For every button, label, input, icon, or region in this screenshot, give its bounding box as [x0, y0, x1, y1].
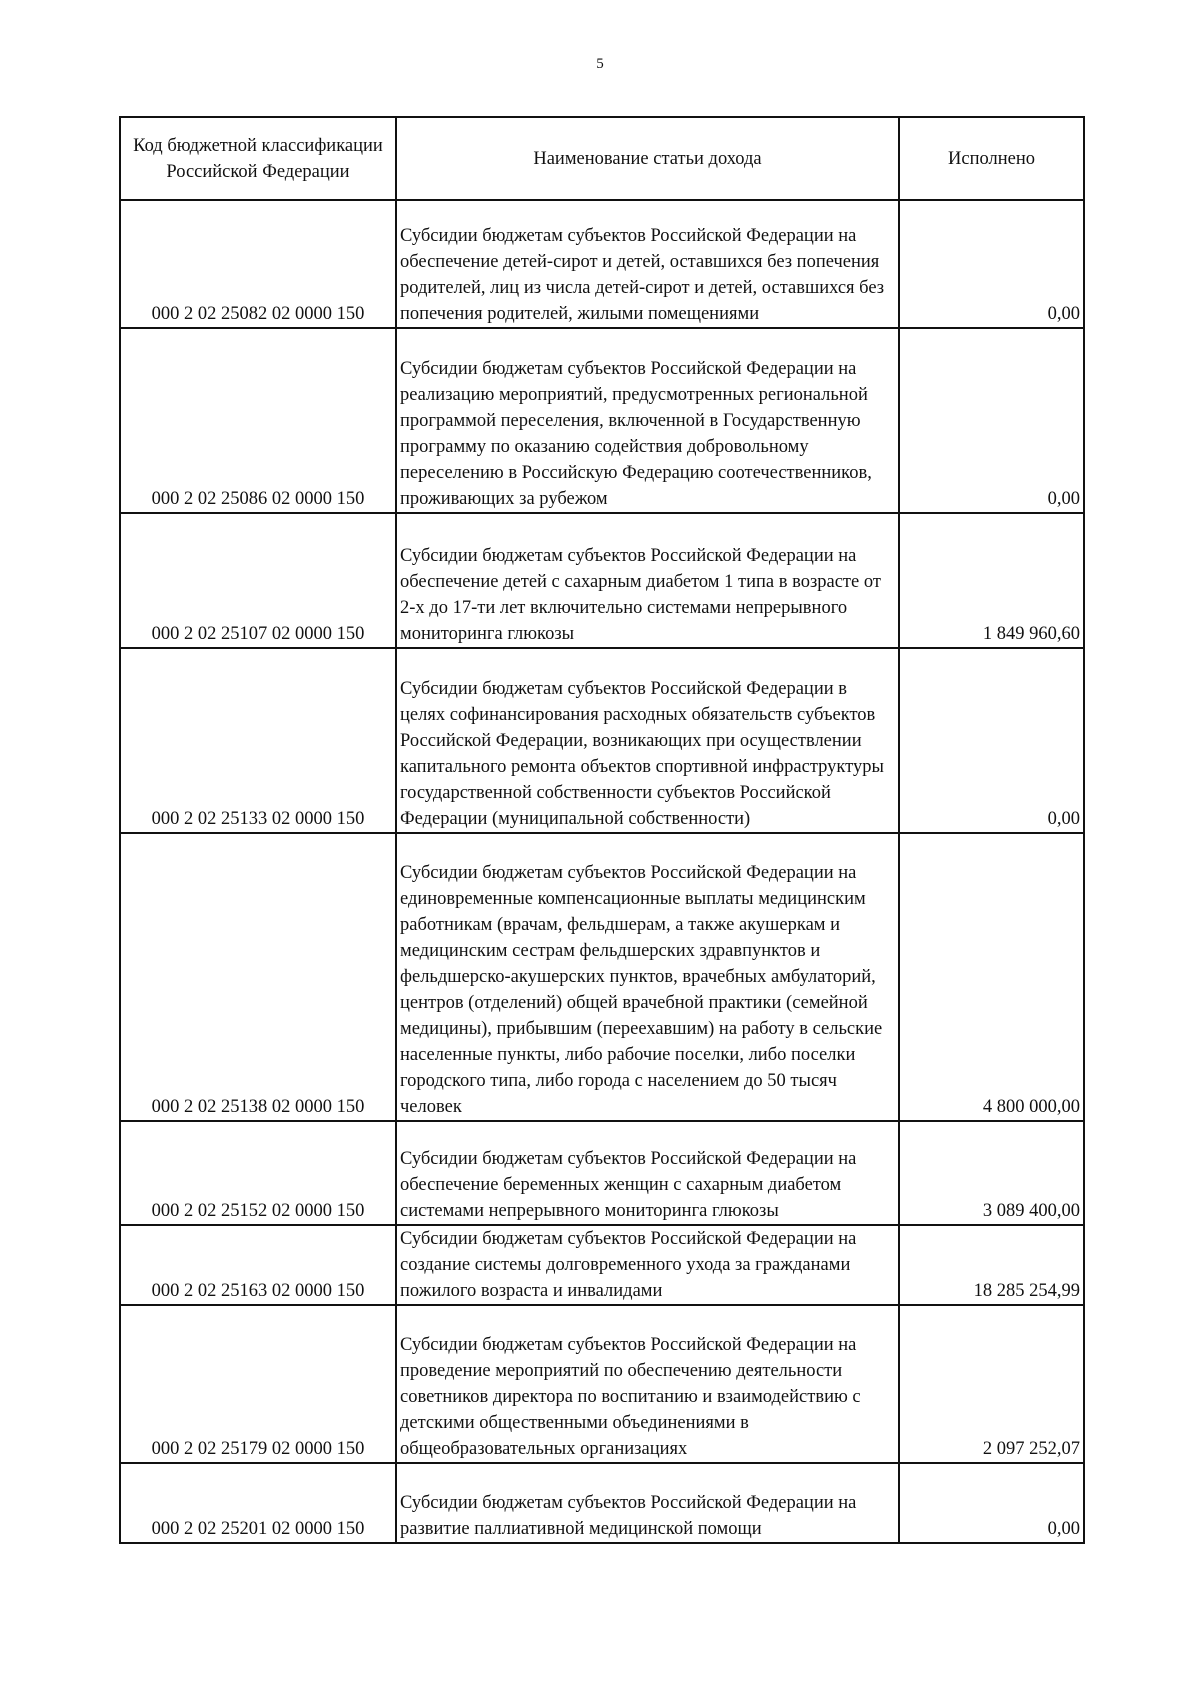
- row-executed: 0,00: [899, 648, 1084, 833]
- row-name: Субсидии бюджетам субъектов Российской Федерации на создание системы долговременного ухода за гражданами пожилого возраста и инвалидами: [396, 1225, 899, 1305]
- row-executed: 4 800 000,00: [899, 833, 1084, 1121]
- row-code: 000 2 02 25133 02 0000 150: [120, 648, 396, 833]
- row-executed: 0,00: [899, 200, 1084, 328]
- row-name: Субсидии бюджетам субъектов Российской Федерации на обеспечение детей-сирот и детей, оставшихся без попечения родителей, лиц из числа детей-сирот и детей, оставшихся без попечения родителей, жилыми помещениями: [396, 200, 899, 328]
- table-row: [120, 513, 1084, 648]
- row-name: Субсидии бюджетам субъектов Российской Федерации на обеспечение беременных женщин с сахарным диабетом системами непрерывного мониторинга глюкозы: [396, 1121, 899, 1225]
- row-executed: 1 849 960,60: [899, 513, 1084, 648]
- row-name: Субсидии бюджетам субъектов Российской Федерации на обеспечение детей с сахарным диабетом 1 типа в возрасте от 2-х до 17-ти лет включительно системами непрерывного мониторинга глюкозы: [396, 513, 899, 648]
- row-name: Субсидии бюджетам субъектов Российской Федерации в целях софинансирования расходных обязательств субъектов Российской Федерации, возникающих при осуществлении капитального ремонта объектов спортивной инфраструктуры государственной собственности субъектов Российской Федерации (муниципальной собственности): [396, 648, 899, 833]
- table-row: [120, 200, 1084, 328]
- income-table: [119, 116, 1085, 1544]
- row-code: 000 2 02 25163 02 0000 150: [120, 1225, 396, 1305]
- row-code: 000 2 02 25152 02 0000 150: [120, 1121, 396, 1225]
- table-row: [120, 1121, 1084, 1225]
- row-executed: 0,00: [899, 1463, 1084, 1543]
- header-code: Код бюджетной классификации Российской Федерации: [120, 117, 396, 200]
- header-name: Наименование статьи дохода: [396, 117, 899, 200]
- table-row: [120, 1305, 1084, 1463]
- row-executed: 0,00: [899, 328, 1084, 513]
- row-code: 000 2 02 25138 02 0000 150: [120, 833, 396, 1121]
- row-name: Субсидии бюджетам субъектов Российской Федерации на реализацию мероприятий, предусмотренных региональной программой переселения, включенной в Государственную программу по оказанию содействия добровольному переселению в Российскую Федерацию соотечественников, проживающих за рубежом: [396, 328, 899, 513]
- row-name: Субсидии бюджетам субъектов Российской Федерации на единовременные компенсационные выплаты медицинским работникам (врачам, фельдшерам, а также акушеркам и медицинским сестрам фельдшерских здравпунктов и фельдшерско-акушерских пунктов, врачебных амбулаторий, центров (отделений) общей врачебной практики (семейной медицины), прибывшим (переехавшим) на работу в сельские населенные пункты, либо рабочие поселки, либо поселки городского типа, либо города с населением до 50 тысяч человек: [396, 833, 899, 1121]
- row-executed: 2 097 252,07: [899, 1305, 1084, 1463]
- page-number: 5: [596, 56, 604, 72]
- row-name: Субсидии бюджетам субъектов Российской Федерации на проведение мероприятий по обеспечению деятельности советников директора по воспитанию и взаимодействию с детскими общественными объединениями в общеобразовательных организациях: [396, 1305, 899, 1463]
- table-row: [120, 833, 1084, 1121]
- header-executed: Исполнено: [899, 117, 1084, 200]
- table-header: [120, 117, 1084, 200]
- row-executed: 18 285 254,99: [899, 1225, 1084, 1305]
- row-name: Субсидии бюджетам субъектов Российской Федерации на развитие паллиативной медицинской помощи: [396, 1463, 899, 1543]
- row-executed: 3 089 400,00: [899, 1121, 1084, 1225]
- row-code: 000 2 02 25107 02 0000 150: [120, 513, 396, 648]
- row-code: 000 2 02 25086 02 0000 150: [120, 328, 396, 513]
- row-code: 000 2 02 25201 02 0000 150: [120, 1463, 396, 1543]
- table-row: [120, 1225, 1084, 1305]
- row-code: 000 2 02 25179 02 0000 150: [120, 1305, 396, 1463]
- table-row: [120, 1463, 1084, 1543]
- row-code: 000 2 02 25082 02 0000 150: [120, 200, 396, 328]
- table-row: [120, 648, 1084, 833]
- table-row: [120, 328, 1084, 513]
